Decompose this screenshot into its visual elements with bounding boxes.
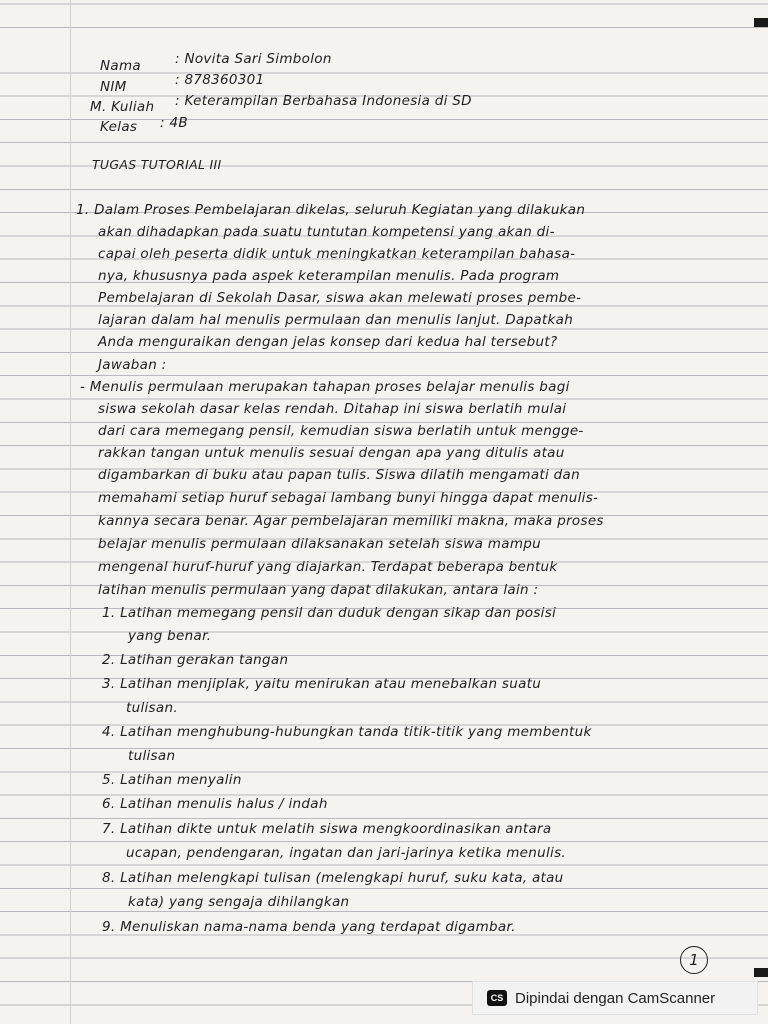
question-line: 1. Dalam Proses Pembelajaran dikelas, seluruh Kegiatan yang dilakukan <box>76 202 586 218</box>
question-line: Pembelajaran di Sekolah Dasar, siswa akan melewati proses pembe- <box>98 290 582 306</box>
page-edge-mark <box>754 18 768 27</box>
answer-line: dari cara memegang pensil, kemudian siswa berlatih untuk mengge- <box>98 423 584 439</box>
answer-line: kannya secara benar. Agar pembelajaran memiliki makna, maka proses <box>98 513 604 529</box>
list-item: 7. Latihan dikte untuk melatih siswa mengkoordinasikan antara <box>102 821 552 837</box>
nama-value: : Novita Sari Simbolon <box>175 51 332 67</box>
question-line: capai oleh peserta didik untuk meningkatkan keterampilan bahasa- <box>98 246 576 262</box>
kelas-value: : 4B <box>160 115 188 131</box>
answer-line: mengenal huruf-huruf yang diajarkan. Terdapat beberapa bentuk <box>98 559 558 575</box>
answer-line: rakkan tangan untuk menulis sesuai dengan apa yang ditulis atau <box>98 445 565 461</box>
question-line: Anda menguraikan dengan jelas konsep dari kedua hal tersebut? <box>98 334 558 350</box>
list-item: ucapan, pendengaran, ingatan dan jari-jarinya ketika menulis. <box>126 845 567 861</box>
list-item: yang benar. <box>128 628 212 644</box>
nama-label: Nama <box>100 58 141 74</box>
margin-line <box>70 0 71 1024</box>
question-line: akan dihadapkan pada suatu tuntutan kompetensi yang akan di- <box>98 224 555 240</box>
list-item: 6. Latihan menulis halus / indah <box>102 796 328 812</box>
question-line: lajaran dalam hal menulis permulaan dan menulis lanjut. Dapatkah <box>98 312 574 328</box>
mata-kuliah-label: M. Kuliah <box>90 99 155 115</box>
page-number: 1 <box>680 946 708 974</box>
nim-label: NIM <box>100 79 127 95</box>
list-item: 3. Latihan menjiplak, yaitu menirukan atau menebalkan suatu <box>102 676 542 692</box>
list-item: tulisan <box>128 748 176 764</box>
answer-line: digambarkan di buku atau papan tulis. Siswa dilatih mengamati dan <box>98 467 580 483</box>
list-item: 5. Latihan menyalin <box>102 772 242 788</box>
answer-line: - Menulis permulaan merupakan tahapan proses belajar menulis bagi <box>80 379 570 395</box>
list-item: tulisan. <box>126 700 178 716</box>
mata-kuliah-value: : Keterampilan Berbahasa Indonesia di SD <box>175 93 472 109</box>
list-item: 1. Latihan memegang pensil dan duduk dengan sikap dan posisi <box>102 605 557 621</box>
answer-line: latihan menulis permulaan yang dapat dilakukan, antara lain : <box>98 582 539 598</box>
list-item: 8. Latihan melengkapi tulisan (melengkapi huruf, suku kata, atau <box>102 870 564 886</box>
answer-line: belajar menulis permulaan dilaksanakan setelah siswa mampu <box>98 536 541 552</box>
camscanner-logo-icon: CS <box>487 990 507 1006</box>
list-item: 9. Menuliskan nama-nama benda yang terdapat digambar. <box>102 919 516 935</box>
list-item: 4. Latihan menghubung-hubungkan tanda titik-titik yang membentuk <box>102 724 592 740</box>
question-line: nya, khususnya pada aspek keterampilan menulis. Pada program <box>98 268 560 284</box>
camscanner-text: Dipindai dengan CamScanner <box>515 989 716 1007</box>
list-item: kata) yang sengaja dihilangkan <box>128 894 350 910</box>
camscanner-badge <box>472 981 758 1015</box>
answer-line: memahami setiap huruf sebagai lambang bunyi hingga dapat menulis- <box>98 490 599 506</box>
kelas-label: Kelas <box>100 119 138 135</box>
answer-line: siswa sekolah dasar kelas rendah. Ditahap ini siswa berlatih mulai <box>98 401 567 417</box>
answer-label: Jawaban : <box>98 357 167 373</box>
list-item: 2. Latihan gerakan tangan <box>102 652 289 668</box>
page-edge-mark <box>754 968 768 977</box>
nim-value: : 878360301 <box>175 72 265 88</box>
assignment-title: TUGAS TUTORIAL III <box>92 157 222 172</box>
